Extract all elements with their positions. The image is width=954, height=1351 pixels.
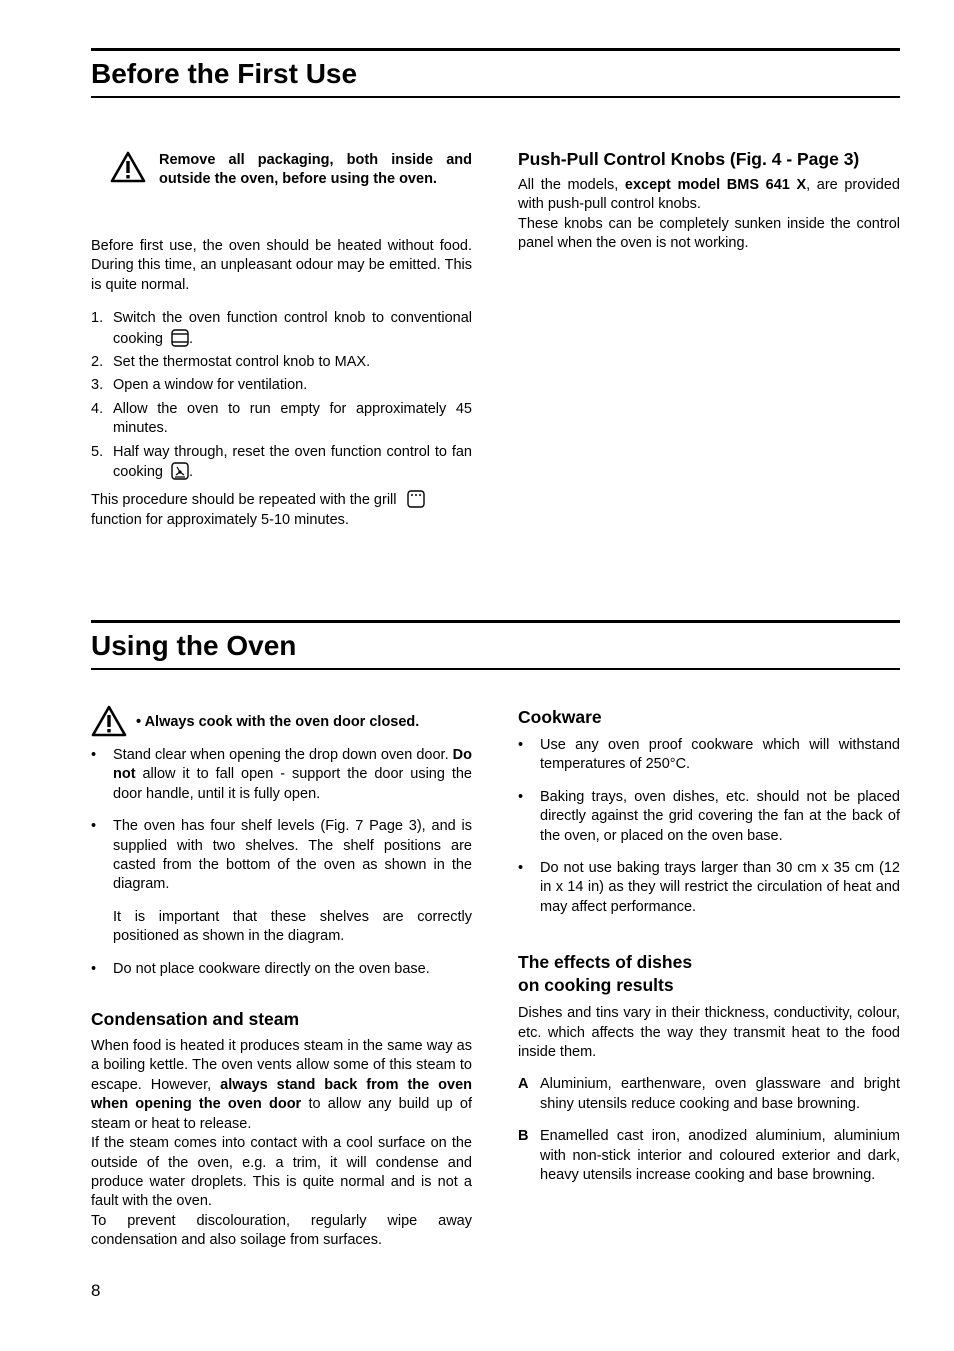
section1-bottom-rule xyxy=(91,96,900,98)
knobs-paragraph-2: These knobs can be completely sunken inside the control panel when the oven is not working. xyxy=(518,215,900,252)
warning-triangle-icon xyxy=(91,705,127,737)
warning-triangle-icon xyxy=(110,151,146,183)
cookware-heading: Cookware xyxy=(518,707,602,727)
step-4: 4. Allow the oven to run empty for approximately 45 minutes. xyxy=(91,400,472,437)
shelves-note: It is important that these shelves are correctly positioned as shown in the diagram. xyxy=(113,908,472,945)
conventional-cooking-icon xyxy=(171,329,189,347)
condensation-heading: Condensation and steam xyxy=(91,1009,300,1030)
grill-note: This procedure should be repeated with the grill function for approximately 5-10 minutes. xyxy=(91,490,472,530)
packaging-warning xyxy=(110,151,472,190)
bullet-shelves: • The oven has four shelf levels (Fig. 7 Page 3), and is supplied with two shelves. The shelf positions are casted from the bottom of the oven as shown in the diagram. It is important that these shelves are correctly positioned as shown in the diagram. xyxy=(91,817,472,946)
section2-title: Using the Oven xyxy=(91,630,297,661)
condensation-paragraph-1: When food is heated it produces steam in the same way as a boiling kettle. The oven vents allow some of this steam to escape. However, always stand back from the oven when opening the oven door to allow any build up of steam or heat to release. xyxy=(91,1038,473,1132)
effects-item-a: A Aluminium, earthenware, oven glassware and bright shiny utensils reduce cooking and base browning. xyxy=(518,1076,900,1112)
bullet-door: • Stand clear when opening the drop down oven door. Do not allow it to fall open - support the door using the door handle, until it is fully open. xyxy=(91,746,472,804)
packaging-warning-text: Remove all packaging, both inside and outside the oven, before using the oven. xyxy=(159,152,472,188)
effects-item-b: B Enamelled cast iron, anodized aluminium, aluminium with non-stick interior and coloured exterior and dark, heavy utensils increase cooking and base browning. xyxy=(518,1128,900,1184)
cookware-column xyxy=(518,706,900,1186)
condensation-paragraph-3: To prevent discolouration, regularly wipe away condensation and also soilage from surfaces. xyxy=(91,1212,472,1249)
grill-icon xyxy=(407,490,425,508)
knobs-column xyxy=(518,148,900,254)
section1-top-rule xyxy=(91,48,900,51)
effects-intro: Dishes and tins vary in their thickness, conductivity, colour, etc. which affects the way they transmit heat to the food inside them. xyxy=(518,1005,900,1061)
cookware-item: • Baking trays, oven dishes, etc. should not be placed directly against the grid covering the fan at the back of the oven, or placed on the oven base. xyxy=(518,788,900,846)
page-number: 8 xyxy=(91,1281,101,1300)
knobs-heading: Push-Pull Control Knobs (Fig. 4 - Page 3) xyxy=(518,149,860,169)
bullet-base: • Do not place cookware directly on the oven base. xyxy=(91,960,472,979)
oven-bullets xyxy=(91,746,472,979)
step-2: 2. Set the thermostat control knob to MAX. xyxy=(91,354,371,371)
cookware-item: • Use any oven proof cookware which will withstand temperatures of 250°C. xyxy=(518,736,900,775)
effects-heading: The effects of dishes on cooking results xyxy=(518,952,693,996)
door-warning-text: • Always cook with the oven door closed. xyxy=(136,714,420,730)
step-1: 1. Switch the oven function control knob to conventional cooking . xyxy=(91,310,472,347)
knobs-paragraph-1: All the models, except model BMS 641 X, are provided with push-pull control knobs. xyxy=(518,177,900,213)
section2-bottom-rule xyxy=(91,668,900,670)
cookware-item: • Do not use baking trays larger than 30 cm x 35 cm (12 in x 14 in) as they will restrict the circulation of heat and may affect performance. xyxy=(518,859,900,917)
step-5: 5. Half way through, reset the oven function control to fan cooking . xyxy=(91,443,472,481)
fan-cooking-icon xyxy=(171,462,189,480)
cookware-list xyxy=(518,736,900,917)
using-oven-column xyxy=(91,746,472,1251)
door-warning xyxy=(91,705,472,737)
section1-title: Before the First Use xyxy=(91,58,358,89)
first-use-steps xyxy=(91,309,472,482)
step-3: 3. Open a window for ventilation. xyxy=(91,377,308,394)
section2-top-rule xyxy=(91,620,900,623)
condensation-paragraph-2: If the steam comes into contact with a cool surface on the outside of the oven, e.g. a trim, it will condense and produce water droplets. This is quite normal and is not a fault with the oven. xyxy=(91,1135,472,1210)
first-use-intro: Before first use, the oven should be heated without food. During this time, an unpleasant odour may be emitted. This is quite normal. xyxy=(91,238,472,293)
first-use-column xyxy=(91,237,472,530)
